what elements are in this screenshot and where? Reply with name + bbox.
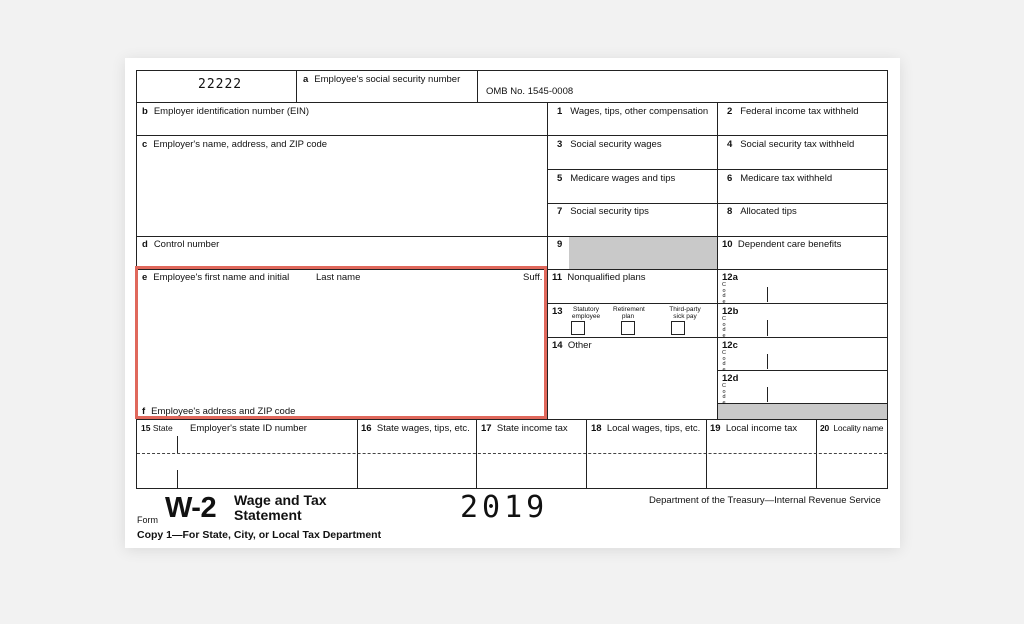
grid-line	[296, 70, 297, 103]
box-2-num: 2	[727, 106, 733, 117]
third-party-sick-pay-checkbox[interactable]	[671, 321, 685, 335]
box-14-num: 14	[552, 340, 563, 351]
grid-line	[717, 370, 888, 371]
box-14-text: Other	[567, 340, 592, 351]
box-14-label	[552, 340, 592, 351]
box-18-label	[591, 423, 700, 434]
employer-state-id-label: Employer's state ID number	[190, 423, 307, 434]
box-f-text: Employee's address and ZIP code	[151, 406, 296, 417]
box-1-num: 1	[557, 106, 563, 117]
box-6-num: 6	[727, 173, 733, 184]
tax-year: 2019	[460, 490, 549, 525]
box-12a-code: C o d e	[722, 282, 726, 305]
grid-line	[547, 102, 548, 420]
box-11-num: 11	[552, 272, 563, 283]
box-9-num: 9	[557, 239, 563, 250]
box-12-shade	[718, 404, 887, 419]
box-3-num: 3	[557, 139, 563, 150]
box-10-num: 10	[722, 239, 733, 250]
box-c-label: c Employer's name, address, and ZIP code	[142, 139, 328, 150]
box-18-num: 18	[591, 423, 602, 434]
box-1-label	[557, 106, 708, 117]
box-19-num: 19	[710, 423, 721, 434]
box-4-num: 4	[727, 139, 733, 150]
box-a-text: Employee's social security number	[314, 74, 461, 85]
box-c-text: Employer's name, address, and ZIP code	[153, 139, 328, 150]
form-name: W-2	[165, 492, 217, 524]
grid-line	[547, 203, 888, 204]
box-e-last: Last name	[316, 272, 361, 283]
box-12a-label: 12a	[722, 272, 738, 283]
void-code: 22222	[198, 77, 243, 92]
box-e-first-text: Employee's first name and initial	[153, 272, 290, 283]
grid-line	[887, 70, 888, 489]
grid-line	[477, 70, 478, 103]
form-title-line-2: Statement	[234, 507, 302, 523]
code-divider	[767, 287, 768, 302]
box-e-suff: Suff.	[523, 272, 543, 283]
box-20-label	[820, 423, 883, 434]
box-4-label	[727, 139, 854, 150]
box-9-label	[557, 239, 562, 250]
box-12b-code: C o d e	[722, 316, 726, 339]
box-a-label: a Employee's social security number	[303, 74, 461, 85]
retirement-plan-checkbox[interactable]	[621, 321, 635, 335]
box-20-text: Locality name	[833, 423, 884, 433]
box-2-text: Federal income tax withheld	[740, 106, 859, 117]
box-16-label	[361, 423, 470, 434]
box-3-label	[557, 139, 662, 150]
box-3-text: Social security wages	[570, 139, 662, 150]
form-word: Form	[137, 515, 158, 525]
box-b-text: Employer identification number (EIN)	[153, 106, 310, 117]
box-19-text: Local income tax	[725, 423, 798, 434]
box-12d-code: C o d e	[722, 383, 726, 406]
statutory-employee-label: Statutory employee	[571, 306, 601, 320]
box-20-num: 20	[820, 423, 830, 433]
grid-line	[547, 135, 888, 136]
box-16-text: State wages, tips, etc.	[376, 423, 470, 434]
retirement-plan-label: Retirement plan	[613, 306, 645, 320]
box-10-text: Dependent care benefits	[737, 239, 842, 250]
grid-line	[136, 70, 888, 71]
box-6-label	[727, 173, 832, 184]
box-17-label	[481, 423, 568, 434]
copy-designation: Copy 1—For State, City, or Local Tax Department	[137, 529, 382, 541]
grid-line	[136, 102, 888, 103]
box-6-text: Medicare tax withheld	[740, 173, 833, 184]
grid-line	[586, 419, 587, 489]
box-b-label: b Employer identification number (EIN)	[142, 106, 310, 117]
box-19-label	[710, 423, 797, 434]
box-11-text: Nonqualified plans	[567, 272, 646, 283]
third-party-sick-pay-label: Third-party sick pay	[669, 306, 701, 320]
box-12c-label: 12c	[722, 340, 738, 351]
box-7-text: Social security tips	[570, 206, 649, 217]
box-12d-label: 12d	[722, 373, 739, 384]
box-16-num: 16	[361, 423, 372, 434]
box-8-num: 8	[727, 206, 733, 217]
box-15-label	[141, 423, 173, 434]
box-2-label	[727, 106, 859, 117]
box-10-label	[722, 239, 841, 250]
grid-line	[706, 419, 707, 489]
department-text: Department of the Treasury—Internal Revenue Service	[649, 495, 881, 506]
box-7-label	[557, 206, 649, 217]
box-1-text: Wages, tips, other compensation	[570, 106, 709, 117]
grid-line	[476, 419, 477, 489]
box-12b-label: 12b	[722, 306, 739, 317]
state-tick	[177, 470, 178, 488]
grid-line	[547, 169, 888, 170]
statutory-employee-checkbox[interactable]	[571, 321, 585, 335]
box-8-text: Allocated tips	[740, 206, 797, 217]
grid-line	[136, 236, 548, 237]
grid-line	[136, 70, 137, 489]
box-17-num: 17	[481, 423, 492, 434]
box-5-label	[557, 173, 675, 184]
box-f-label: f Employee's address and ZIP code	[142, 406, 296, 417]
box-15-text: State	[152, 423, 173, 433]
box-4-text: Social security tax withheld	[740, 139, 855, 150]
grid-line	[816, 419, 817, 489]
omb-number: OMB No. 1545-0008	[486, 86, 574, 97]
box-11-label	[552, 272, 646, 283]
box-e-label: e Employee's first name and initial	[142, 272, 290, 283]
form-title-line-1: Wage and Tax	[234, 492, 327, 508]
box-15-num: 15	[141, 423, 151, 433]
grid-line	[547, 303, 888, 304]
box-17-text: State income tax	[496, 423, 568, 434]
grid-line	[136, 135, 548, 136]
code-divider	[767, 354, 768, 369]
box-5-num: 5	[557, 173, 563, 184]
grid-line	[357, 419, 358, 489]
state-row-divider	[137, 453, 887, 454]
box-7-num: 7	[557, 206, 563, 217]
grid-line	[136, 488, 888, 489]
grid-line	[136, 269, 888, 270]
code-divider	[767, 387, 768, 402]
box-13-label	[552, 306, 563, 317]
box-5-text: Medicare wages and tips	[570, 173, 676, 184]
box-13-num: 13	[552, 306, 563, 317]
box-d-text: Control number	[153, 239, 220, 250]
box-12c-code: C o d e	[722, 350, 726, 373]
box-9-shade	[569, 237, 717, 269]
box-d-label: d Control number	[142, 239, 220, 250]
grid-line	[547, 337, 888, 338]
box-8-label	[727, 206, 797, 217]
state-tick	[177, 436, 178, 453]
code-divider	[767, 320, 768, 336]
grid-line	[136, 419, 888, 420]
grid-line	[717, 102, 718, 420]
box-18-text: Local wages, tips, etc.	[606, 423, 701, 434]
